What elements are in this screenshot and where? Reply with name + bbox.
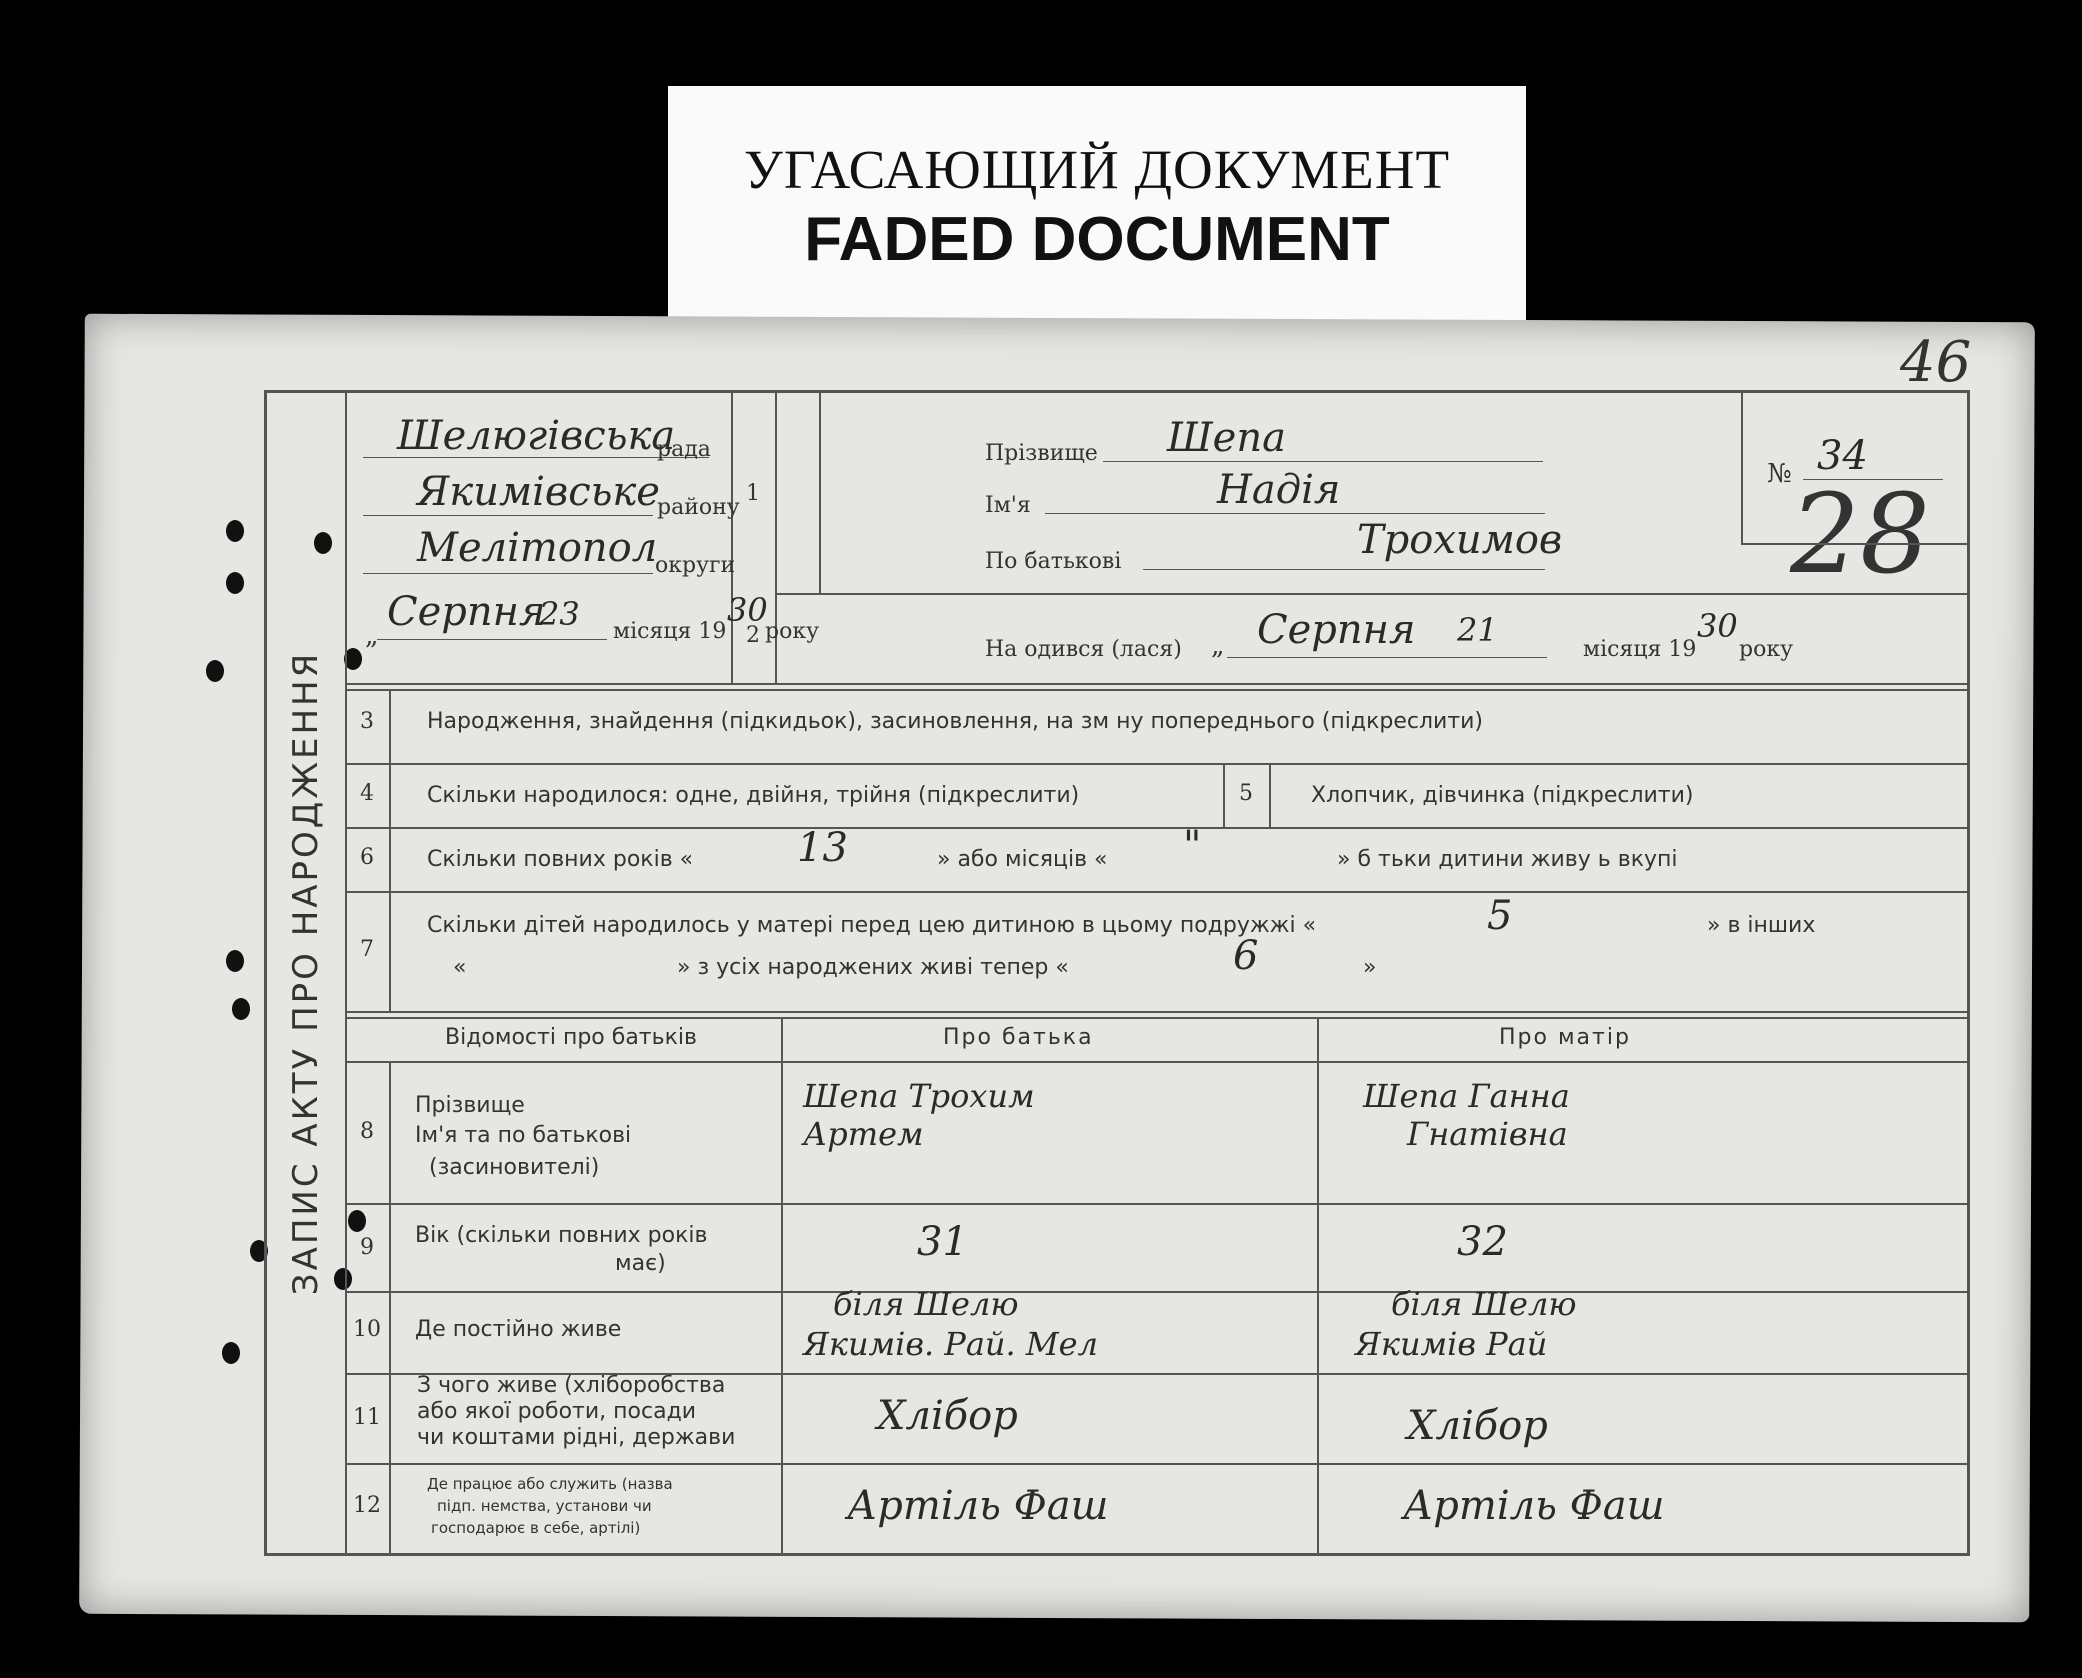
registration-month-value: Серпня [387, 589, 546, 635]
row-number: 7 [360, 937, 374, 962]
previous-children-value: 5 [1487, 893, 1513, 939]
father-residence-line1: біля Шелю [833, 1285, 1019, 1323]
column-header-mother: Про матір [1499, 1025, 1631, 1050]
mother-workplace: Артіль Фаш [1403, 1483, 1665, 1529]
occupation-label-2: або якої роботи, посади [417, 1399, 697, 1424]
field-underline [1143, 569, 1545, 570]
field-underline [377, 639, 607, 640]
archive-number-top: 46 [1900, 330, 1972, 395]
divider [389, 689, 391, 1011]
birth-record-form [264, 390, 1970, 1556]
rayon-value: Якимівське [417, 469, 660, 515]
row-number: 2 [746, 623, 760, 648]
row-number: 1 [746, 481, 760, 506]
divider [389, 1061, 391, 1553]
field-underline [1103, 461, 1543, 462]
row-number: 9 [360, 1235, 374, 1260]
occupation-label-3: чи коштами рідні, держави [417, 1425, 736, 1450]
divider [345, 763, 1967, 765]
row-number: 8 [360, 1119, 374, 1144]
previous-children-end-label: » в інших [1707, 913, 1816, 938]
divider [1269, 763, 1271, 827]
rada-value: Шелюгівська [397, 413, 676, 459]
banner-russian-text: УГАСАЮЩИЙ ДОКУМЕНТ [743, 139, 1451, 200]
birth-mid-label: місяця 19 [1583, 637, 1697, 662]
divider [775, 593, 1967, 595]
date-open-quote: „ [365, 621, 379, 651]
mother-residence-line1: біля Шелю [1391, 1285, 1577, 1323]
divider [345, 1291, 1967, 1293]
field-underline [1803, 479, 1943, 480]
divider [345, 1061, 1967, 1063]
field-underline [1227, 657, 1547, 658]
birth-month-value: Серпня [1257, 607, 1416, 653]
row-number: 3 [360, 709, 374, 734]
divider [781, 1017, 783, 1553]
field-underline [363, 573, 653, 574]
form-side-title: ЗАПИС АКТУ ПРО НАРОДЖЕННЯ [267, 393, 347, 1553]
row-number: 11 [353, 1405, 381, 1430]
binding-hole [232, 998, 250, 1020]
patronymic-label: По батькові [985, 549, 1122, 574]
previous-children-label: Скільки дітей народилось у матері перед цею дитиною в цьому подружжі « [427, 913, 1317, 938]
born-open-quote: „ [1211, 631, 1225, 661]
okruha-value: Мелітопол [417, 525, 658, 571]
cohabitation-years-value: 13 [797, 825, 848, 871]
binding-hole [222, 1342, 240, 1364]
father-residence-line2: Якимів. Рай. Мел [803, 1325, 1098, 1363]
record-number-label: № [1767, 459, 1792, 489]
row-number: 10 [353, 1317, 381, 1342]
cohabitation-end-label: » б тьки дитини живу ь вкупі [1337, 847, 1678, 872]
sex-options: Хлопчик, дівчинка (підкреслити) [1311, 783, 1694, 808]
mother-age: 32 [1457, 1219, 1508, 1265]
name-value: Надія [1217, 467, 1341, 513]
divider [345, 1017, 1967, 1019]
banner-english-text: FADED DOCUMENT [804, 205, 1390, 274]
parents-name-label-2: Ім'я та по батькові [415, 1123, 632, 1148]
faded-document-label [668, 86, 1526, 322]
born-label: На одився (лася) [985, 637, 1182, 662]
workplace-label-2: підп. немства, установи чи [437, 1497, 652, 1515]
record-number-value: 34 [1817, 433, 1868, 479]
parents-name-label-1: Прізвище [415, 1093, 525, 1118]
surname-value: Шепа [1167, 415, 1286, 461]
workplace-label-3: господарює в себе, артілі) [431, 1519, 641, 1537]
father-name-line2: Артем [803, 1115, 924, 1153]
patronymic-value: Трохимов [1357, 517, 1563, 563]
binding-hole [206, 660, 224, 682]
age-label-1: Вік (скільки повних років [415, 1223, 708, 1248]
father-age: 31 [917, 1219, 968, 1265]
divider [345, 1463, 1967, 1465]
registration-mid-label: місяця 19 [613, 619, 727, 644]
mother-name-line1: Шепа Ганна [1363, 1077, 1570, 1115]
binding-hole [226, 520, 244, 542]
row-number: 5 [1239, 781, 1253, 806]
surname-label: Прізвище [985, 441, 1098, 466]
binding-hole [226, 572, 244, 594]
alive-children-label: » з усіх народжених живі тепер « [677, 955, 1069, 980]
row-number: 6 [360, 845, 374, 870]
multiplicity-options: Скільки народилося: одне, двійня, трійня (підкреслити) [427, 783, 1080, 808]
father-workplace: Артіль Фаш [847, 1483, 1109, 1529]
mother-occupation: Хлібор [1407, 1403, 1548, 1449]
alive-children-value: 6 [1233, 933, 1259, 979]
alive-children-close-quote: » [1363, 955, 1377, 980]
occupation-label-1: З чого живе (хліборобства [417, 1373, 726, 1398]
field-underline [1045, 513, 1545, 514]
divider [345, 683, 1967, 685]
okruha-label: округи [655, 553, 736, 578]
field-underline [363, 515, 653, 516]
workplace-label-1: Де працює або служить (назва [427, 1475, 673, 1493]
divider [1741, 543, 1967, 545]
row-number: 12 [353, 1493, 381, 1518]
divider [345, 393, 347, 1553]
rayon-label: району [657, 495, 740, 520]
divider [1317, 1017, 1319, 1553]
birth-end-label: року [1739, 637, 1794, 662]
rada-label: рада [657, 437, 711, 462]
divider [345, 689, 1967, 691]
cohabitation-months-label: » або місяців « [937, 847, 1108, 872]
column-header-parents: Відомості про батьків [445, 1025, 697, 1050]
row-number: 4 [360, 781, 374, 806]
cohabitation-months-value: " [1183, 823, 1202, 869]
divider [1741, 393, 1743, 543]
divider [345, 1203, 1967, 1205]
birth-year-value: 30 [1697, 607, 1738, 645]
mother-name-line2: Гнатівна [1407, 1115, 1568, 1153]
parents-name-label-3: (засиновителі) [429, 1155, 600, 1180]
registration-year-value: 30 [727, 591, 768, 629]
divider [819, 393, 821, 593]
binding-hole [226, 950, 244, 972]
divider [345, 827, 1967, 829]
birth-day-value: 21 [1457, 611, 1498, 649]
divider [345, 891, 1967, 893]
mother-residence-line2: Якимів Рай [1355, 1325, 1548, 1363]
divider [345, 1011, 1967, 1013]
registration-end-label: року [765, 619, 820, 644]
father-occupation: Хлібор [877, 1393, 1018, 1439]
name-label: Ім'я [985, 493, 1031, 518]
father-name-line1: Шепа Трохим [803, 1077, 1035, 1115]
registration-day-value: 23 [539, 595, 580, 633]
age-label-2: має) [615, 1251, 666, 1276]
column-header-father: Про батька [943, 1025, 1094, 1050]
cohabitation-years-label: Скільки повних років « [427, 847, 694, 872]
residence-label: Де постійно живе [415, 1317, 622, 1342]
other-marriages-open-quote: « [453, 955, 467, 980]
event-type-options: Народження, знайдення (підкидьок), засиновлення, на зм ну попереднього (підкреслити) [427, 709, 1484, 734]
archive-number-big: 28 [1790, 470, 1930, 598]
